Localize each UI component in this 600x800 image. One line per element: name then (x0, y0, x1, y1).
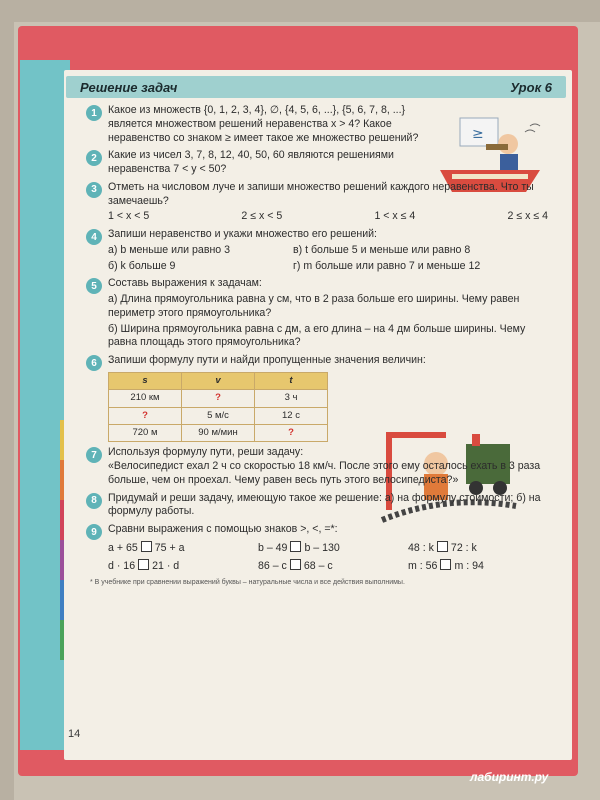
table-header: v (182, 373, 255, 390)
task-5 (86, 277, 556, 350)
task-text: Какое из множеств {0, 1, 2, 3, 4}, ∅, {4, 5, 6, ...}, {5, 6, 7, 8, ...} является множеством решений неравенства x > 4? Какое неравенство со знаком ≥ имеет такое же множество решений? (108, 104, 419, 144)
task-number: 4 (86, 229, 102, 245)
task-8 (86, 492, 556, 520)
task-number: 2 (86, 150, 102, 166)
table-cell: 3 ч (255, 390, 328, 407)
motion-table (108, 372, 328, 442)
footnote: * В учебнике при сравнении выражений буквы – натуральные числа и все действия выполнимы. (90, 578, 405, 586)
table-cell: ? (109, 407, 182, 424)
subtask: б) k больше 9 (108, 259, 176, 272)
table-cell: ? (182, 390, 255, 407)
task-number: 9 (86, 524, 102, 540)
task-text: Какие из чисел 3, 7, 8, 12, 40, 50, 60 являются решениями неравенства 7 < y < 50? (108, 149, 394, 176)
table-row (109, 407, 328, 424)
inequality: 2 ≤ x < 5 (241, 210, 283, 223)
answer-box[interactable] (440, 559, 451, 570)
subtask-list (108, 244, 556, 274)
page-number: 14 (68, 728, 81, 740)
table-cell: 5 м/с (182, 407, 255, 424)
table-cell: ? (255, 425, 328, 442)
task-2 (86, 149, 556, 177)
task-text: Отметь на числовом луче и запиши множество решений каждого неравенства. Что ты замечаешь? (108, 180, 534, 207)
lesson-number: Урок 6 (510, 79, 552, 95)
task-number: 1 (86, 105, 102, 121)
task-text: Используя формулу пути, реши задачу: (108, 446, 304, 459)
task-list (86, 104, 556, 587)
subtask: а) b меньше или равно 3 (108, 243, 231, 256)
task-text: Сравни выражения с помощью знаков >, <, =*: (108, 523, 338, 536)
task-number: 3 (86, 182, 102, 198)
answer-box[interactable] (141, 541, 152, 552)
task-text: Запиши неравенство и укажи множество его решений: (108, 228, 377, 241)
comparison: a + 65 75 + a (108, 541, 185, 554)
inequality: 2 ≤ x ≤ 4 (507, 210, 548, 223)
task-9 (86, 523, 556, 573)
table-cell: 210 км (109, 390, 182, 407)
task-quote: «Велосипедист ехал 2 ч со скоростью 18 км/ч. После этого ему осталось ехать в 3 раза больше, чем он проехал. Чему равен весь путь этого велосипедиста?» (108, 460, 541, 486)
comparison: m : 56 m : 94 (408, 559, 484, 572)
task-text: Придумай и реши задачу, имеющую такое же решение: а) на формулу стоимости; б) на формулу работы. (108, 491, 541, 518)
subtask-a: а) Длина прямоугольника равна y см, что в 2 раза больше его ширины. Чему равен периметр этого прямоугольника? (108, 293, 520, 319)
table-row (109, 390, 328, 407)
section-title: Решение задач (80, 79, 178, 95)
table-header-row (109, 373, 328, 390)
side-panel (20, 60, 70, 750)
subtask: в) t больше 5 и меньше или равно 8 (293, 243, 471, 256)
answer-box[interactable] (138, 559, 149, 570)
table-cell: 90 м/мин (182, 425, 255, 442)
task-number: 7 (86, 447, 102, 463)
task-number: 6 (86, 355, 102, 371)
task-text: Запиши формулу пути и найди пропущенные значения величин: (108, 354, 426, 367)
comparison: b – 49 b – 130 (258, 541, 340, 554)
task-1 (86, 104, 556, 145)
table-cell: 720 м (109, 425, 182, 442)
answer-box[interactable] (290, 541, 301, 552)
table-cell: 12 с (255, 407, 328, 424)
task-3 (86, 181, 556, 224)
subtask: г) m больше или равно 7 и меньше 12 (293, 259, 481, 272)
subtask-b: б) Ширина прямоугольника равна c дм, а его длина – на 4 дм больше ширины. Чему равна площадь этого прямоугольника? (108, 322, 526, 349)
answer-box[interactable] (290, 559, 301, 570)
svg-text:≥: ≥ (472, 126, 484, 142)
comparison-grid (108, 541, 556, 574)
comparison: 48 : k 72 : k (408, 541, 477, 554)
task-4 (86, 228, 556, 273)
inequality: 1 < x < 5 (108, 210, 150, 223)
task-number: 8 (86, 493, 102, 509)
watermark: лабиринт.ру (470, 770, 549, 784)
table-header: s (109, 373, 182, 390)
table-row (109, 425, 328, 442)
task-number: 5 (86, 278, 102, 294)
task-6 (86, 354, 556, 442)
inequality: 1 < x ≤ 4 (374, 210, 416, 223)
answer-box[interactable] (437, 541, 448, 552)
task-text: Составь выражения к задачам: (108, 277, 262, 290)
table-header: t (255, 373, 328, 390)
comparison: 86 – c 68 – c (258, 559, 333, 572)
task-7 (86, 446, 556, 487)
lesson-header (66, 76, 566, 98)
comparison: d · 16 21 · d (108, 559, 180, 572)
inequality-list (108, 210, 556, 224)
